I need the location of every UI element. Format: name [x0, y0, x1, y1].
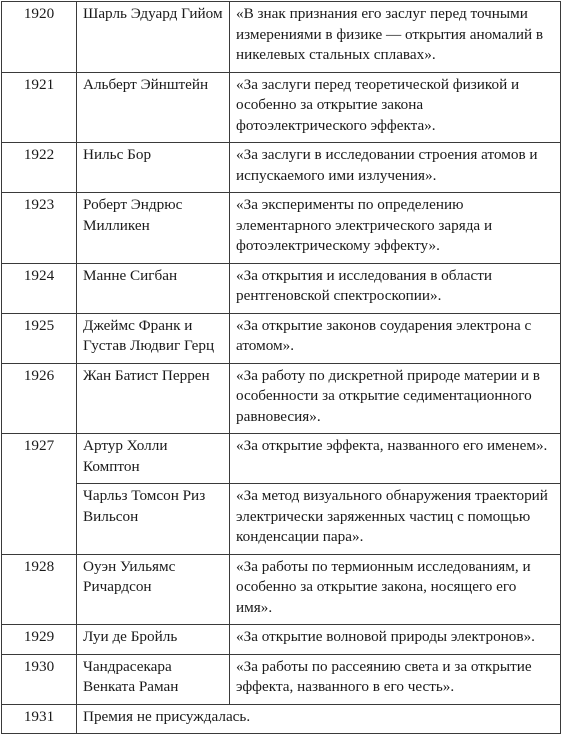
- year-cell: 1925: [2, 313, 77, 363]
- award-reason-cell: «За работы по рассеянию света и за открытие эффекта, названного в его честь».: [230, 654, 561, 704]
- award-reason-cell: «За эксперименты по определению элементарного электрического заряда и фотоэлектрическому эффекту».: [230, 193, 561, 264]
- year-cell: 1921: [2, 72, 77, 143]
- award-reason-cell: «За метод визуального обнаружения траекторий электрически заряженных частиц с помощью конденсации пара».: [230, 484, 561, 555]
- year-cell: 1928: [2, 554, 77, 625]
- table-row: [2, 143, 561, 193]
- year-cell: 1923: [2, 193, 77, 264]
- laureate-name-cell: Чарльз Томсон Риз Вильсон: [77, 484, 230, 555]
- laureate-name-cell: Джеймс Франк и Густав Людвиг Герц: [77, 313, 230, 363]
- no-award-note-cell: Премия не присуждалась.: [77, 704, 561, 734]
- table-row: [2, 654, 561, 704]
- table-row: [2, 263, 561, 313]
- laureate-name-cell: Чандрасекара Венката Раман: [77, 654, 230, 704]
- table-row: [2, 193, 561, 264]
- award-reason-cell: «За работу по дискретной природе материи и в особенности за открытие седиментационного равновесия».: [230, 363, 561, 434]
- laureate-name-cell: Луи де Бройль: [77, 625, 230, 655]
- laureate-name-cell: Жан Батист Перрен: [77, 363, 230, 434]
- table-row: [2, 434, 561, 484]
- table-row: [2, 363, 561, 434]
- award-reason-cell: «За заслуги в исследовании строения атомов и испускаемого ими излучения».: [230, 143, 561, 193]
- laureate-name-cell: Нильс Бор: [77, 143, 230, 193]
- award-reason-cell: «В знак признания его заслуг перед точными измерениями в физике — открытия аномалий в никелевых стальных сплавах».: [230, 2, 561, 73]
- laureate-name-cell: Артур Холли Комптон: [77, 434, 230, 484]
- table-row: [2, 72, 561, 143]
- award-reason-cell: «За открытие эффекта, названного его именем».: [230, 434, 561, 484]
- laureate-name-cell: Шарль Эдуард Гийом: [77, 2, 230, 73]
- table-row: [2, 2, 561, 73]
- nobel-physics-laureates-table: [1, 1, 561, 734]
- year-cell: 1929: [2, 625, 77, 655]
- year-cell: 1931: [2, 704, 77, 734]
- year-cell: 1926: [2, 363, 77, 434]
- year-cell: 1930: [2, 654, 77, 704]
- year-cell: 1922: [2, 143, 77, 193]
- table-row: [2, 484, 561, 555]
- table-row: [2, 313, 561, 363]
- award-reason-cell: «За заслуги перед теоретической физикой и особенно за открытие закона фотоэлектрического эффекта».: [230, 72, 561, 143]
- award-reason-cell: «За открытия и исследования в области рентгеновской спектроскопии».: [230, 263, 561, 313]
- laureate-name-cell: Оуэн Уильямс Ричардсон: [77, 554, 230, 625]
- laureate-name-cell: Альберт Эйнштейн: [77, 72, 230, 143]
- year-cell: 1920: [2, 2, 77, 73]
- table-row: [2, 625, 561, 655]
- award-reason-cell: «За открытие законов соударения электрона с атомом».: [230, 313, 561, 363]
- award-reason-cell: «За открытие волновой природы электронов».: [230, 625, 561, 655]
- year-cell: 1927: [2, 434, 77, 555]
- laureate-name-cell: Манне Сигбан: [77, 263, 230, 313]
- table-row: [2, 554, 561, 625]
- year-cell: 1924: [2, 263, 77, 313]
- table-row: [2, 704, 561, 734]
- award-reason-cell: «За работы по термионным исследованиям, и особенно за открытие закона, носящего его имя».: [230, 554, 561, 625]
- laureate-name-cell: Роберт Эндрюс Милликен: [77, 193, 230, 264]
